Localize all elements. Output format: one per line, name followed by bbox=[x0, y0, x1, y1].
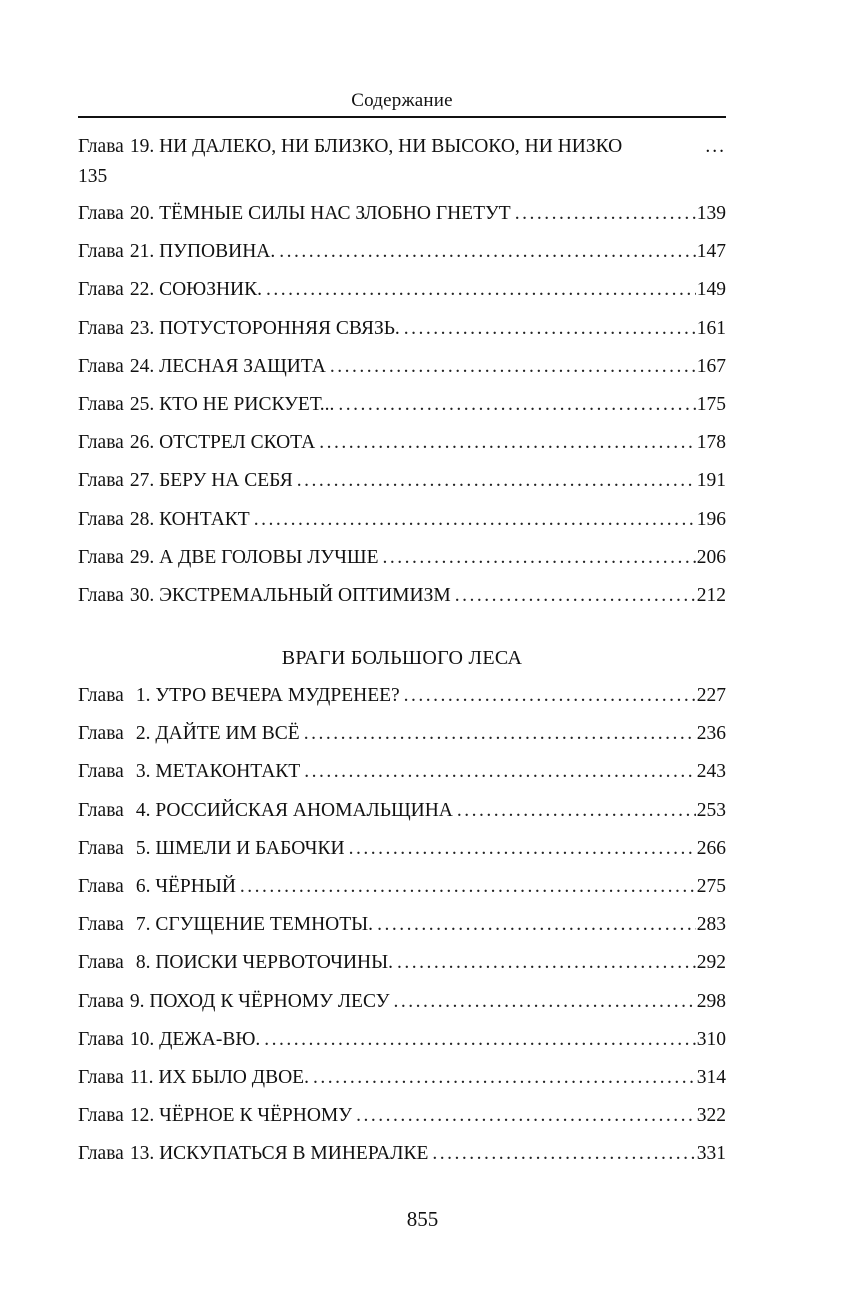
chapter-number: 13. bbox=[129, 1143, 155, 1165]
chapter-word: Глава bbox=[78, 241, 124, 263]
dot-leader bbox=[319, 428, 696, 458]
chapter-word: Глава bbox=[78, 546, 124, 568]
chapter-word: Глава bbox=[78, 723, 124, 745]
page-folio: 855 bbox=[406, 1207, 439, 1231]
page-number: 314 bbox=[696, 1066, 726, 1088]
toc-entry[interactable] bbox=[78, 543, 726, 581]
page-number: 167 bbox=[696, 355, 726, 377]
chapter-title: БЕРУ НА СЕБЯ bbox=[159, 470, 293, 492]
dot-leader bbox=[349, 834, 696, 864]
dot-leader bbox=[377, 910, 696, 940]
toc-entry[interactable] bbox=[78, 910, 726, 948]
page-number: 147 bbox=[696, 241, 726, 263]
dot-leader bbox=[338, 390, 695, 420]
dot-leader bbox=[394, 987, 696, 1017]
chapter-number: 2. bbox=[135, 723, 151, 745]
chapter-number: 11. bbox=[129, 1066, 154, 1088]
dot-leader bbox=[330, 352, 696, 382]
chapter-word: Глава bbox=[78, 508, 124, 530]
chapter-number: 21. bbox=[129, 241, 155, 263]
toc-entry[interactable] bbox=[78, 681, 726, 719]
toc-entry[interactable] bbox=[78, 132, 726, 199]
toc-entry[interactable] bbox=[78, 314, 726, 352]
dot-leader bbox=[266, 275, 696, 305]
page-number: 236 bbox=[696, 723, 726, 745]
chapter-number: 22. bbox=[129, 279, 155, 301]
page-number: 283 bbox=[696, 914, 726, 936]
chapter-number: 8. bbox=[135, 952, 151, 974]
chapter-title: ДЕЖА-ВЮ. bbox=[159, 1028, 261, 1050]
chapter-title: ДАЙТЕ ИМ ВСЁ bbox=[155, 723, 300, 745]
page-number: 310 bbox=[696, 1028, 726, 1050]
chapter-title: ИХ БЫЛО ДВОЕ. bbox=[158, 1066, 309, 1088]
dot-leader bbox=[254, 505, 696, 535]
page-number: 227 bbox=[696, 685, 726, 707]
chapter-title: ШМЕЛИ И БАБОЧКИ bbox=[155, 837, 345, 859]
chapter-title: ЧЁРНОЕ К ЧЁРНОМУ bbox=[159, 1105, 353, 1127]
chapter-title: ЭКСТРЕМАЛЬНЫЙ ОПТИМИЗМ bbox=[159, 584, 451, 606]
toc-entry[interactable] bbox=[78, 466, 726, 504]
page-number: 322 bbox=[696, 1105, 726, 1127]
page-number: 196 bbox=[696, 508, 726, 530]
chapter-title: А ДВЕ ГОЛОВЫ ЛУЧШЕ bbox=[159, 546, 379, 568]
chapter-word: Глава bbox=[78, 317, 124, 339]
header-rule bbox=[78, 116, 726, 118]
chapter-number: 5. bbox=[135, 837, 151, 859]
chapter-number: 19. bbox=[129, 136, 155, 157]
chapter-word: Глава bbox=[78, 136, 124, 157]
chapter-number: 29. bbox=[129, 546, 155, 568]
chapter-number: 6. bbox=[135, 876, 151, 897]
dot-leader bbox=[297, 466, 696, 496]
page-number: 243 bbox=[696, 761, 726, 783]
dot-leader bbox=[264, 1025, 696, 1055]
chapter-title: КОНТАКТ bbox=[159, 508, 250, 530]
dot-leader bbox=[432, 1139, 695, 1169]
page-number: 292 bbox=[696, 952, 726, 974]
chapter-number: 4. bbox=[135, 799, 151, 821]
dot-leader bbox=[515, 199, 696, 229]
dot-leader bbox=[383, 543, 696, 573]
chapter-word: Глава bbox=[78, 1105, 124, 1127]
dot-leader bbox=[279, 237, 696, 267]
toc-page bbox=[78, 86, 726, 1178]
dot-leader bbox=[304, 719, 696, 749]
page-number: 331 bbox=[696, 1143, 726, 1165]
chapter-title: ПОХОД К ЧЁРНОМУ ЛЕСУ bbox=[149, 990, 390, 1012]
chapter-title: ЧЁРНЫЙ bbox=[155, 876, 236, 897]
dot-leader bbox=[313, 1063, 696, 1093]
chapter-word: Глава bbox=[78, 432, 124, 454]
chapter-number: 12. bbox=[129, 1105, 155, 1127]
toc-entry[interactable] bbox=[78, 275, 726, 313]
chapter-title: ИСКУПАТЬСЯ В МИНЕРАЛКЕ bbox=[159, 1143, 429, 1165]
page-number: 161 bbox=[696, 317, 726, 339]
dot-leader bbox=[356, 1101, 696, 1131]
page-number: 178 bbox=[696, 432, 726, 454]
dot-leader bbox=[404, 681, 696, 711]
page-number: 275 bbox=[696, 876, 726, 897]
chapter-number: 26. bbox=[129, 432, 155, 454]
chapter-title: ПОТУСТОРОННЯЯ СВЯЗЬ. bbox=[159, 317, 400, 339]
chapter-word: Глава bbox=[78, 1028, 124, 1050]
chapter-title: МЕТАКОНТАКТ bbox=[155, 761, 301, 783]
chapter-word: Глава bbox=[78, 584, 124, 606]
dot-leader bbox=[240, 872, 696, 902]
toc-entry[interactable] bbox=[78, 1025, 726, 1063]
chapter-title: УТРО ВЕЧЕРА МУДРЕНЕЕ? bbox=[155, 685, 400, 707]
chapter-word: Глава bbox=[78, 203, 124, 224]
chapter-number: 23. bbox=[129, 317, 155, 339]
chapter-word: Глава bbox=[78, 876, 124, 897]
toc-entry[interactable] bbox=[78, 428, 726, 466]
dot-leader bbox=[404, 314, 696, 344]
toc-entry[interactable] bbox=[78, 352, 726, 390]
chapter-title: ЛЕСНАЯ ЗАЩИТА bbox=[159, 355, 326, 377]
toc-entry[interactable] bbox=[78, 390, 726, 428]
page-number: 266 bbox=[696, 837, 726, 859]
page-number: 191 bbox=[696, 470, 726, 492]
chapter-title: ПОИСКИ ЧЕРВОТОЧИНЫ. bbox=[155, 952, 394, 974]
toc-list-part-two bbox=[78, 681, 726, 1177]
running-head: Содержание bbox=[351, 90, 453, 111]
chapter-number: 9. bbox=[129, 990, 145, 1012]
dot-leader: ... bbox=[705, 136, 726, 157]
chapter-word: Глава bbox=[78, 685, 124, 707]
chapter-word: Глава bbox=[78, 799, 124, 821]
chapter-number: 1. bbox=[135, 685, 151, 707]
toc-entry[interactable] bbox=[78, 1063, 726, 1101]
chapter-number: 7. bbox=[135, 914, 151, 936]
dot-leader bbox=[455, 581, 696, 611]
chapter-word: Глава bbox=[78, 1143, 124, 1165]
chapter-title: СОЮЗНИК. bbox=[159, 279, 263, 301]
dot-leader bbox=[397, 948, 696, 978]
section-title: ВРАГИ БОЛЬШОГО ЛЕСА bbox=[281, 647, 523, 670]
toc-entry[interactable] bbox=[78, 581, 726, 619]
toc-entry[interactable] bbox=[78, 757, 726, 795]
chapter-number: 3. bbox=[135, 761, 151, 783]
chapter-number: 20. bbox=[129, 203, 155, 224]
toc-entry[interactable] bbox=[78, 872, 726, 910]
chapter-word: Глава bbox=[78, 837, 124, 859]
chapter-word: Глава bbox=[78, 470, 124, 492]
chapter-title: РОССИЙСКАЯ АНОМАЛЬЩИНА bbox=[155, 799, 453, 821]
chapter-number: 27. bbox=[129, 470, 155, 492]
toc-list-part-one bbox=[78, 132, 726, 619]
chapter-word: Глава bbox=[78, 393, 124, 415]
chapter-number: 10. bbox=[129, 1028, 155, 1050]
page-number: 206 bbox=[696, 546, 726, 568]
chapter-word: Глава bbox=[78, 355, 124, 377]
chapter-number: 28. bbox=[129, 508, 155, 530]
chapter-title: ПУПОВИНА. bbox=[159, 241, 276, 263]
chapter-word: Глава bbox=[78, 1066, 124, 1088]
chapter-number: 24. bbox=[129, 355, 155, 377]
toc-entry[interactable] bbox=[78, 987, 726, 1025]
page-number: 135 bbox=[78, 166, 108, 187]
toc-entry[interactable] bbox=[78, 1139, 726, 1177]
toc-entry[interactable] bbox=[78, 199, 726, 237]
page-number: 149 bbox=[696, 279, 726, 301]
chapter-word: Глава bbox=[78, 990, 124, 1012]
page-number: 253 bbox=[696, 799, 726, 821]
toc-entry[interactable] bbox=[78, 796, 726, 834]
toc-entry[interactable] bbox=[78, 237, 726, 275]
chapter-number: 25. bbox=[129, 393, 155, 415]
chapter-word: Глава bbox=[78, 279, 124, 301]
dot-leader bbox=[457, 796, 696, 826]
toc-entry[interactable] bbox=[78, 834, 726, 872]
page-number: 175 bbox=[696, 393, 726, 415]
page-number: 139 bbox=[696, 203, 726, 224]
toc-entry[interactable] bbox=[78, 719, 726, 757]
chapter-title: СГУЩЕНИЕ ТЕМНОТЫ. bbox=[155, 914, 374, 936]
toc-entry[interactable] bbox=[78, 1101, 726, 1139]
chapter-title: НИ ДАЛЕКО, НИ БЛИЗКО, НИ ВЫСОКО, НИ НИЗКО bbox=[159, 136, 623, 157]
chapter-word: Глава bbox=[78, 761, 124, 783]
chapter-title: КТО НЕ РИСКУЕТ... bbox=[159, 393, 335, 415]
page-number: 298 bbox=[696, 990, 726, 1012]
chapter-word: Глава bbox=[78, 952, 124, 974]
chapter-number: 30. bbox=[129, 584, 155, 606]
chapter-title: ТЁМНЫЕ СИЛЫ НАС ЗЛОБНО ГНЕТУТ bbox=[159, 203, 511, 224]
chapter-word: Глава bbox=[78, 914, 124, 936]
chapter-title: ОТСТРЕЛ СКОТА bbox=[159, 432, 316, 454]
dot-leader bbox=[304, 757, 696, 787]
page-number: 212 bbox=[696, 584, 726, 606]
toc-entry[interactable] bbox=[78, 948, 726, 986]
toc-entry[interactable] bbox=[78, 505, 726, 543]
